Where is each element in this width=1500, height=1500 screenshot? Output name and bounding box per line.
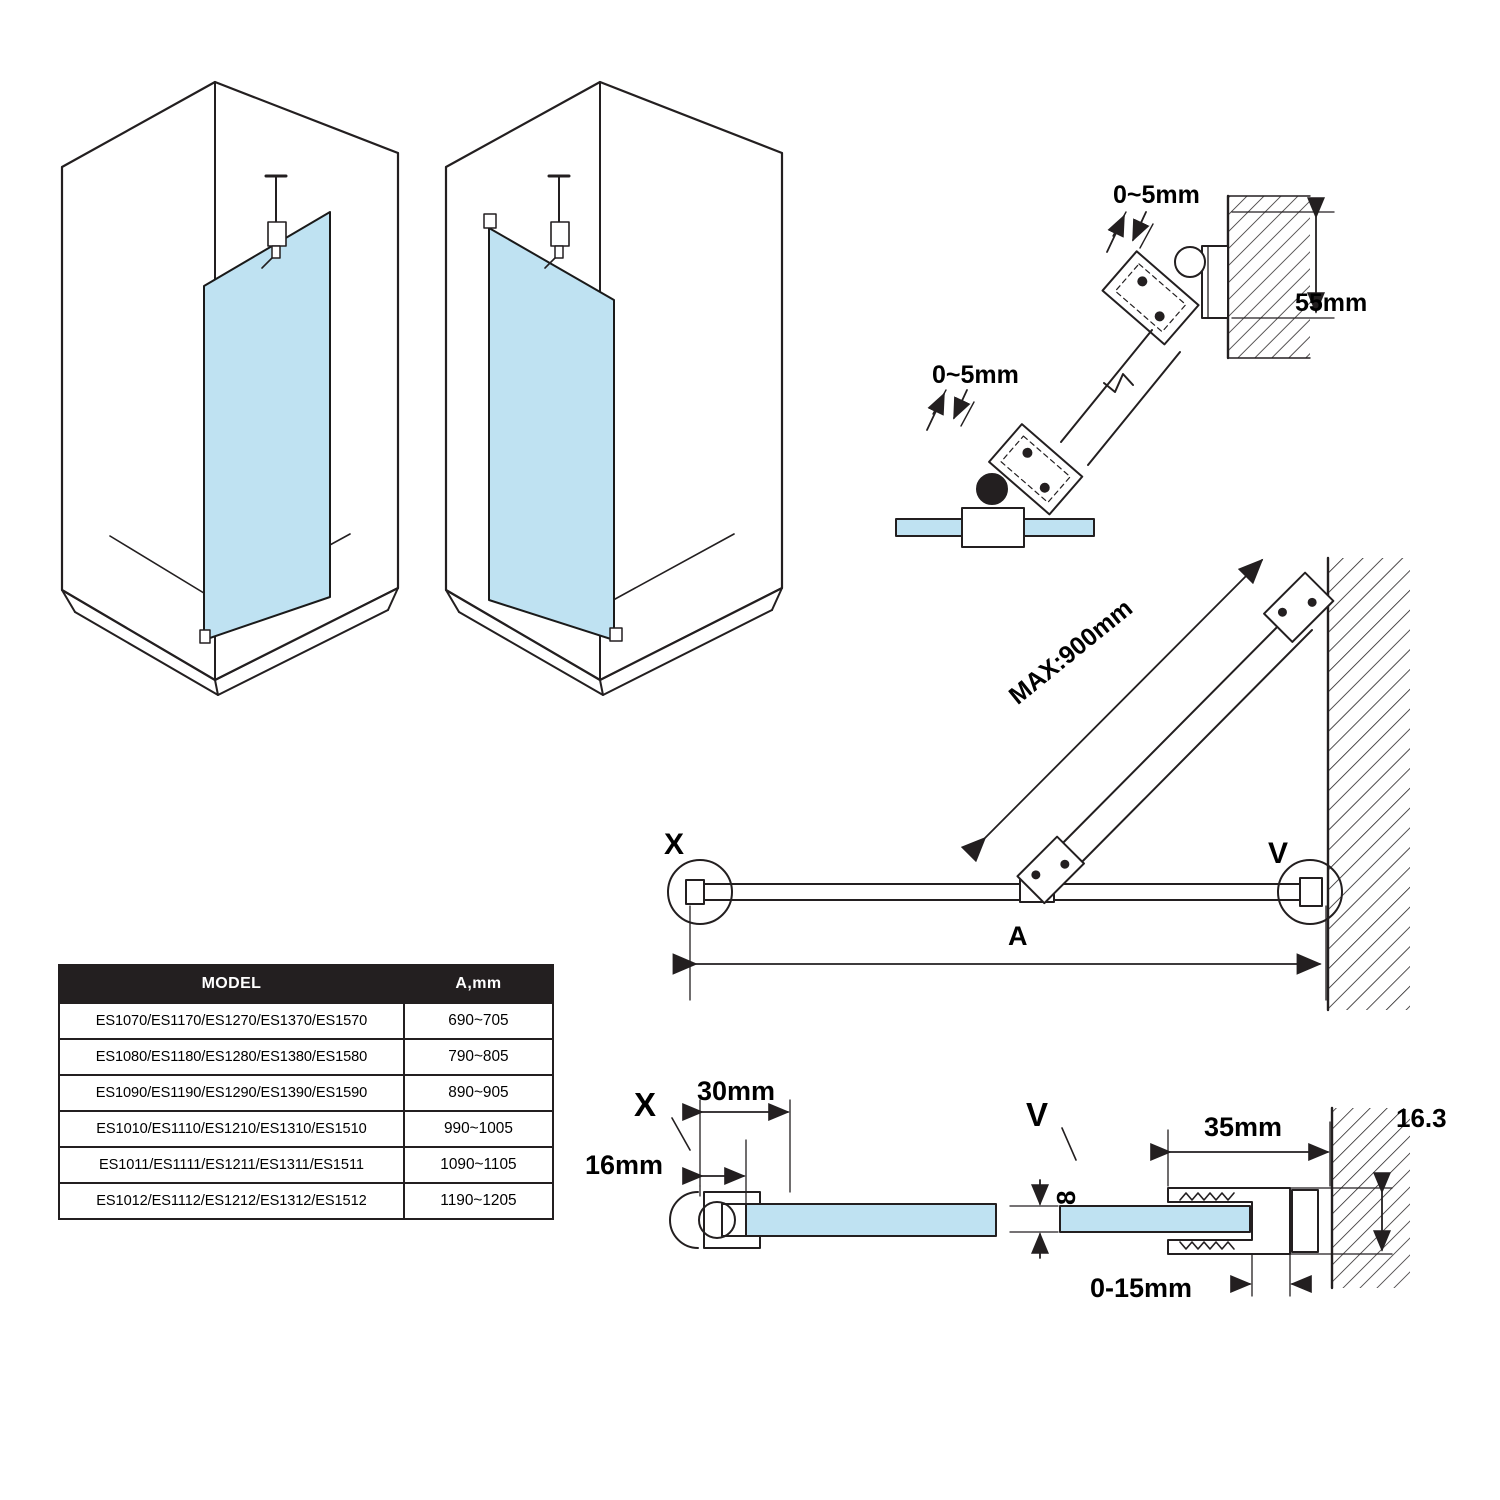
callout-glass-thickness: 8: [1051, 1190, 1081, 1205]
table-row: [59, 1075, 553, 1111]
table-cell-a: 990~1005: [404, 1111, 553, 1147]
table-row: [59, 1111, 553, 1147]
table-row: [59, 1039, 553, 1075]
detail-x-profile: [670, 1100, 996, 1248]
marker-x-detail: X: [634, 1086, 657, 1123]
table-cell-model: ES1090/ES1190/ES1290/ES1390/ES1590: [59, 1075, 404, 1111]
table-cell-model: ES1011/ES1111/ES1211/ES1311/ES1511: [59, 1147, 404, 1183]
callout-profile-width-16: 16mm: [585, 1150, 664, 1180]
enclosure-left-perspective: [62, 82, 398, 695]
table-cell-model: ES1070/ES1170/ES1270/ES1370/ES1570: [59, 1003, 404, 1039]
callout-bracket-gap-bottom: 0~5mm: [932, 361, 1019, 389]
enclosure-right-perspective: [446, 82, 782, 695]
marker-x-plan: X: [664, 828, 685, 861]
plan-view: [668, 558, 1410, 1010]
callout-wall-profile-35: 35mm: [1204, 1112, 1283, 1142]
table-row: [59, 1183, 553, 1219]
table-cell-a: 1090~1105: [404, 1147, 553, 1183]
callout-adjustment-range: 0-15mm: [1090, 1273, 1193, 1303]
table-cell-a: 690~705: [404, 1003, 553, 1039]
table-header-model: MODEL: [59, 965, 404, 1003]
table-cell-model: ES1080/ES1180/ES1280/ES1380/ES1580: [59, 1039, 404, 1075]
table-header-row: [59, 965, 553, 1003]
table-row: [59, 1147, 553, 1183]
marker-v-plan: V: [1268, 837, 1289, 870]
table-cell-model: ES1012/ES1112/ES1212/ES1312/ES1512: [59, 1183, 404, 1219]
table-header-a: A,mm: [404, 965, 553, 1003]
callout-width-dimension: A: [1008, 921, 1028, 951]
table-row: [59, 1003, 553, 1039]
marker-v-detail: V: [1026, 1096, 1049, 1133]
callout-wall-plate-height: 55mm: [1295, 289, 1368, 317]
table-cell-model: ES1010/ES1110/ES1210/ES1310/ES1510: [59, 1111, 404, 1147]
table-cell-a: 1190~1205: [404, 1183, 553, 1219]
callout-wall-profile-height: 16.3: [1396, 1103, 1447, 1133]
table-cell-a: 790~805: [404, 1039, 553, 1075]
callout-bracket-gap-top: 0~5mm: [1113, 181, 1200, 209]
callout-bar-max-length: MAX:900mm: [1003, 594, 1138, 711]
callout-profile-width-30: 30mm: [697, 1076, 776, 1106]
table-cell-a: 890~905: [404, 1075, 553, 1111]
model-spec-table: [58, 964, 554, 1220]
